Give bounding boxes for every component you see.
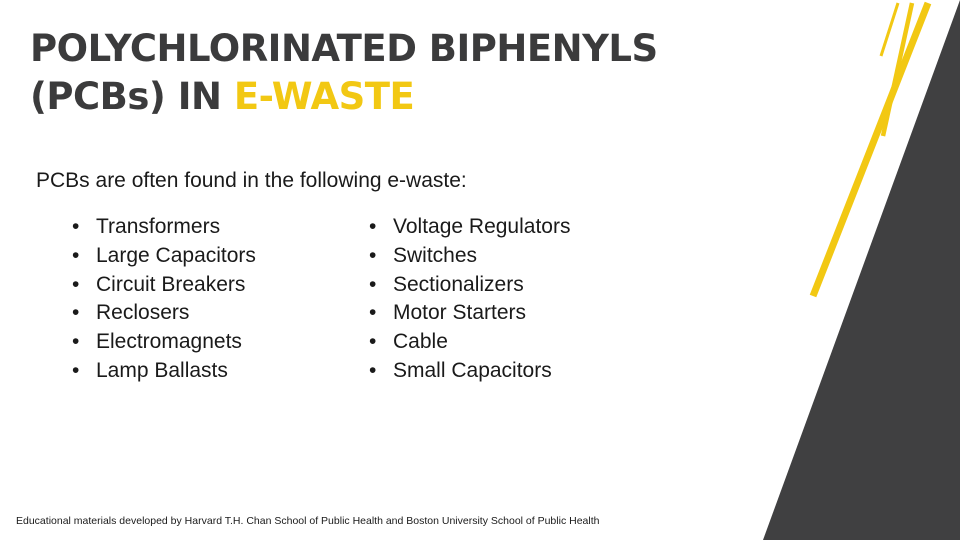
list-item: • Switches xyxy=(369,242,570,271)
list-item: • Electromagnets xyxy=(72,328,256,357)
intro-text: PCBs are often found in the following e-waste: xyxy=(36,169,467,192)
title-prefix: (PCBs) IN xyxy=(30,75,222,118)
list-item: • Sectionalizers xyxy=(369,271,570,300)
list-item: • Reclosers xyxy=(72,299,256,328)
list-item: • Voltage Regulators xyxy=(369,213,570,242)
yellow-accent-stripe xyxy=(881,3,898,56)
list-item: • Circuit Breakers xyxy=(72,271,256,300)
yellow-accent-stripe xyxy=(883,3,912,136)
right-bullet-list xyxy=(369,213,570,386)
list-item: • Transformers xyxy=(72,213,256,242)
dark-diagonal-panel xyxy=(763,0,960,540)
left-bullet-list xyxy=(72,213,256,386)
list-item: • Motor Starters xyxy=(369,299,570,328)
list-item: • Large Capacitors xyxy=(72,242,256,271)
list-item: • Cable xyxy=(369,328,570,357)
yellow-accent-stripe xyxy=(813,3,928,296)
slide-title xyxy=(30,25,658,121)
list-item: • Lamp Ballasts xyxy=(72,357,256,386)
footer-credit: Educational materials developed by Harvard T.H. Chan School of Public Health and Boston University School of Public Health xyxy=(16,515,600,527)
title-line-2 xyxy=(30,73,658,121)
list-item: • Small Capacitors xyxy=(369,357,570,386)
title-accent: E-WASTE xyxy=(233,75,415,118)
title-line-1: POLYCHLORINATED BIPHENYLS xyxy=(30,27,658,70)
